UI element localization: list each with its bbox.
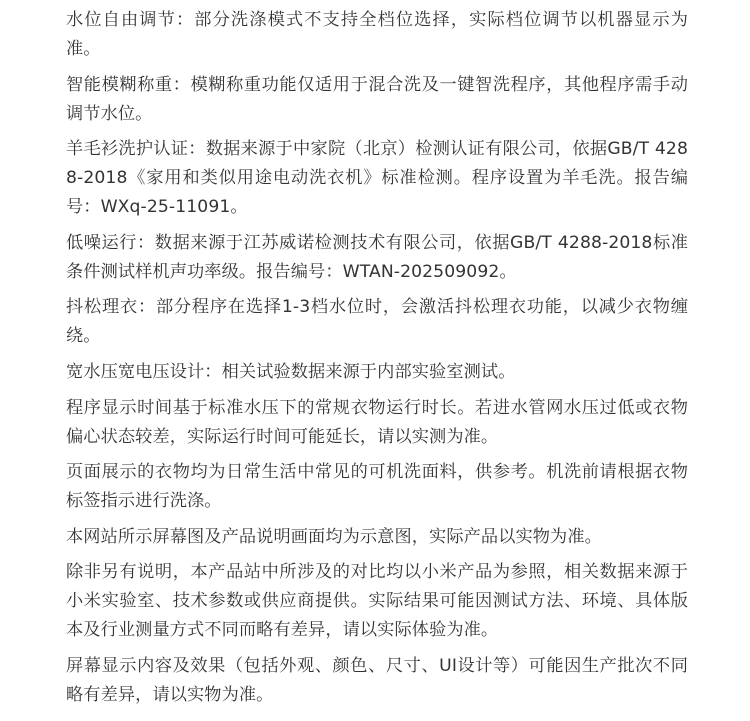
note-comparison-source: 除非另有说明，本产品站中所涉及的对比均以小米产品为参照，相关数据来源于小米实验室、技术参数或供应商提供。实际结果可能因测试方法、环境、具体版本及行业测量方式不同而略有差异，请以实际体验为准。 bbox=[66, 562, 688, 641]
note-low-noise: 低噪运行：数据来源于江苏威诺检测技术有限公司，依据GB/T 4288-2018标准条件测试样机声功率级。报告编号：WTAN-202509092。 bbox=[66, 232, 688, 282]
note-clothing-display: 页面展示的衣物均为日常生活中常见的可机洗面料，供参考。机洗前请根据衣物标签指示进行洗涤。 bbox=[66, 462, 688, 512]
disclaimer-text-block bbox=[66, 6, 688, 717]
note-wool-certification: 羊毛衫洗护认证：数据来源于中家院（北京）检测认证有限公司，依据GB/T 4288-2018《家用和类似用途电动洗衣机》标准检测。程序设置为羊毛洗。报告编号：WXq-25-11091。 bbox=[66, 139, 688, 218]
note-display-variance: 屏幕显示内容及效果（包括外观、颜色、尺寸、UI设计等）可能因生产批次不同略有差异，请以实物为准。 bbox=[66, 655, 688, 705]
note-smart-weighing: 智能模糊称重：模糊称重功能仅适用于混合洗及一键智洗程序，其他程序需手动调节水位。 bbox=[66, 74, 688, 124]
note-wide-voltage: 宽水压宽电压设计：相关试验数据来源于内部实验室测试。 bbox=[66, 361, 516, 382]
note-program-time: 程序显示时间基于标准水压下的常规衣物运行时长。若进水管网水压过低或衣物偏心状态较差，实际运行时间可能延长，请以实测为准。 bbox=[66, 397, 688, 447]
note-water-level: 水位自由调节：部分洗涤模式不支持全档位选择，实际档位调节以机器显示为准。 bbox=[66, 10, 688, 59]
note-shake-loosen: 抖松理衣：部分程序在选择1-3档水位时，会激活抖松理衣功能，以减少衣物缠绕。 bbox=[66, 297, 688, 347]
note-screen-illustration: 本网站所示屏幕图及产品说明画面均为示意图，实际产品以实物为准。 bbox=[66, 526, 602, 547]
